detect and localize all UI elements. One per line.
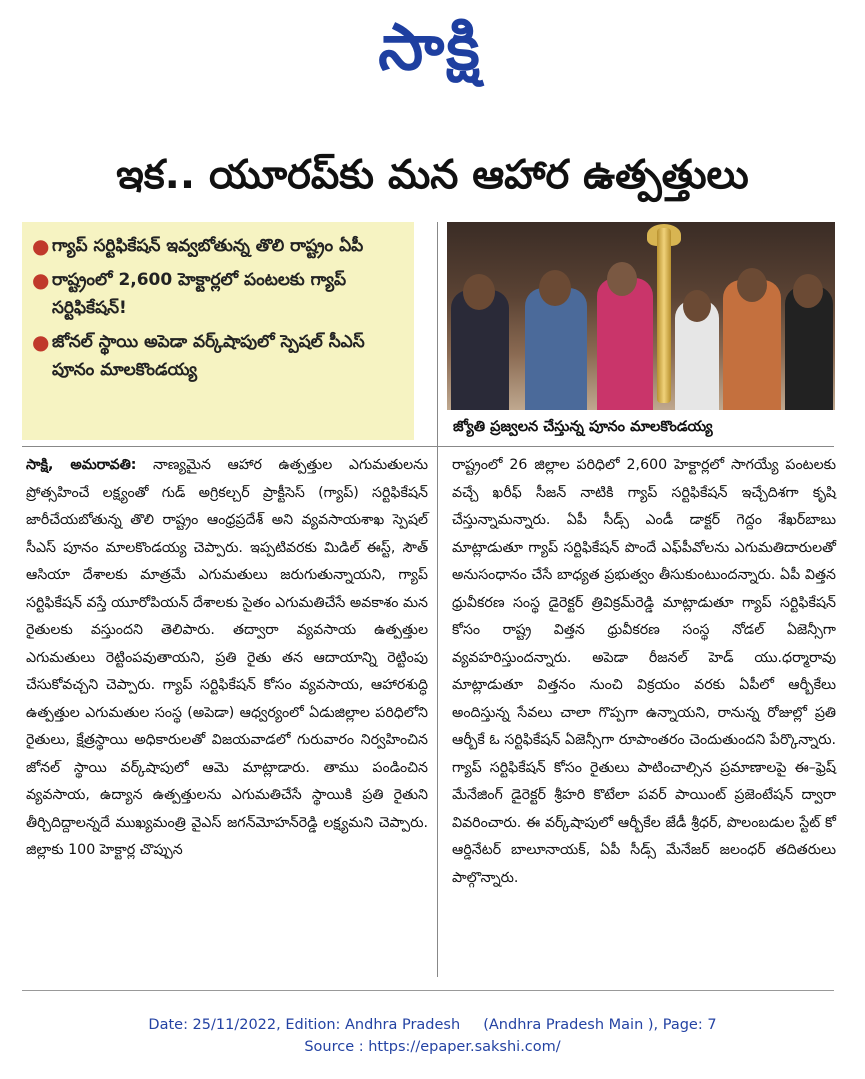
person-head — [737, 268, 767, 302]
bullet-icon: ● — [32, 234, 50, 258]
dateline: సాక్షి, అమరావతి: — [26, 457, 137, 473]
person-head — [683, 290, 711, 322]
article-column-right — [452, 452, 836, 892]
sakshi-logo — [330, 10, 530, 100]
bullet-icon: ● — [32, 330, 50, 354]
person-figure — [525, 288, 587, 410]
person-head — [539, 270, 571, 306]
highlight-item — [32, 328, 404, 384]
highlight-text: రాష్ట్రంలో 2,600 హెక్టార్లలో పంటలకు గ్యాప్ సర్టిఫికేషన్! — [52, 270, 347, 318]
article-text-left: నాణ్యమైన ఆహార ఉత్పత్తుల ఎగుమతులను ప్రోత్సహించే లక్ష్యంతో గుడ్ అగ్రికల్చర్ ప్రాక్టీసెస్ (గ్యాప్) సర్టిఫికేషన్ జారీచేయబోతున్న తొలి రాష్ట్రం ఆంధ్రప్రదేశ్ అని వ్యవసాయశాఖ స్పెషల్ సీఎస్ పూనం మాలకొండయ్య చెప్పారు. ఇప్పటివరకు మిడిల్ ఈస్ట్, సౌత్ ఆసియా దేశాలకు మాత్రమే ఎగుమతులు జరుగుతున్నాయని, గ్యాప్ సర్టిఫికేషన్ వస్తే యూరోపియన్ దేశాలకు సైతం ఎగుమతిచేసే అవకాశం మన రైతులకు వస్తుందని తెలిపారు. తద్వారా వ్యవసాయ ఉత్పత్తుల ఎగుమతులు రెట్టింపవుతాయని, ప్రతి రైతు తన ఆదాయాన్ని రెట్టింపు చేసుకోవచ్చని చెప్పారు. గ్యాప్ సర్టిఫికేషన్ కోసం వ్యవసాయ, ఆహారశుద్ధి ఉత్పత్తుల ఎగుమతుల సంస్థ (అపెడా) ఆధ్వర్యంలో ఏడుజిల్లాల పరిధిలోని రైతులు, క్షేత్రస్థాయి అధికారులతో విజయవాడలో గురువారం నిర్వహించిన జోనల్ స్థాయి వర్క్‌షాపులో ఆమె మాట్లాడారు. తాము పండించిన వ్యవసాయ, ఉద్యాన ఉత్పత్తులను ఎగుమతిచేసే స్థాయికి ప్రతి రైతుని తీర్చిదిద్దాలన్నదే ముఖ్యమంత్రి వైఎస్ జగన్‌మోహన్‌రెడ్డి లక్ష్యమని చెప్పారు. జిల్లాకు 100 హెక్టార్ల చొప్పున — [26, 457, 429, 858]
footer-date-edition: Date: 25/11/2022, Edition: Andhra Pradesh (Andhra Pradesh Main ), Page: 7 — [148, 1017, 717, 1033]
headline: ఇక.. యూరప్‌కు మన ఆహార ఉత్పత్తులు — [116, 152, 749, 198]
lamp-stand — [657, 228, 671, 403]
highlight-item — [32, 232, 404, 260]
highlight-text: గ్యాప్ సర్టిఫికేషన్ ఇవ్వబోతున్న తొలి రాష్ట్రం ఏపీ — [52, 236, 364, 256]
person-head — [463, 274, 495, 310]
section-divider — [22, 446, 834, 447]
column-divider — [437, 222, 438, 977]
person-head — [607, 262, 637, 296]
photo-caption: జ్యోతి ప్రజ్వలన చేస్తున్న పూనం మాలకొండయ్య — [453, 419, 713, 435]
footer-rule — [22, 990, 834, 991]
bullet-icon: ● — [32, 268, 50, 292]
footer-source-link[interactable]: Source : https://epaper.sakshi.com/ — [304, 1039, 561, 1055]
highlights-box — [22, 222, 414, 440]
article-text-right: రాష్ట్రంలో 26 జిల్లాల పరిధిలో 2,600 హెక్టార్లలో సాగయ్యే పంటలకు వచ్చే ఖరీఫ్ సీజన్ నాటికి గ్యాప్ సర్టిఫికేషన్ ఇచ్చేదిశగా కృషి చేస్తున్నామన్నారు. ఏపీ సీడ్స్ ఎండీ డాక్టర్ గెద్దం శేఖర్‌బాబు మాట్లాడుతూ గ్యాప్ సర్టిఫికేషన్ పొందే ఎఫ్‌పీవోలను ఎగుమతిదారులతో అనుసంధానం చేసే బాధ్యత ప్రభుత్వం తీసుకుంటుందన్నారు. ఏపీ విత్తన ధ్రువీకరణ సంస్థ డైరెక్టర్ త్రివిక్రమ్‌రెడ్డి మాట్లాడుతూ గ్యాప్ సర్టిఫికేషన్ కోసం రాష్ట్ర విత్తన ధ్రువీకరణ సంస్థ నోడల్ ఏజెన్సీగా వ్యవహరిస్తుందన్నారు. అపెడా రీజనల్ హెడ్ యు.ధర్మారావు మాట్లాడుతూ విత్తనం నుంచి విక్రయం వరకు ఏపీలో ఆర్బీకేలు అందిస్తున్న సేవలు చాలా గొప్పగా ఉన్నాయని, రానున్న రోజుల్లో ప్రతి ఆర్బీకే ఓ సర్టిఫికేషన్ ఏజెన్సీగా రూపాంతరం చెందుతుందని పేర్కొన్నారు. గ్యాప్ సర్టిఫికేషన్ కోసం రైతులు పాటించాల్సిన ప్రమాణాలపై ఈ–ఫ్రెష్ మేనేజింగ్ డైరెక్టర్ శ్రీహరి కొటేలా పవర్ పాయింట్ ప్రజెంటేషన్ ద్వారా వివరించారు. ఈ వర్క్‌షాపులో ఆర్బీకేల జేడీ శ్రీధర్, పొలంబడుల స్టేట్ కో ఆర్డినేటర్ బాలూనాయక్, ఏపీ సీడ్స్ మేనేజర్ జలంధర్ తదితరులు పాల్గొన్నారు. — [452, 457, 836, 886]
person-figure — [597, 278, 653, 410]
footer — [0, 1014, 865, 1058]
person-head — [793, 274, 823, 308]
highlight-text: జోనల్ స్థాయి అపెడా వర్క్‌షాపులో స్పెషల్ సీఎస్ పూనం మాలకొండయ్య — [52, 332, 365, 380]
logo-text: సాక్షి — [378, 10, 482, 85]
highlight-item — [32, 266, 404, 322]
event-photo — [447, 222, 835, 410]
article-column-left — [26, 452, 428, 865]
